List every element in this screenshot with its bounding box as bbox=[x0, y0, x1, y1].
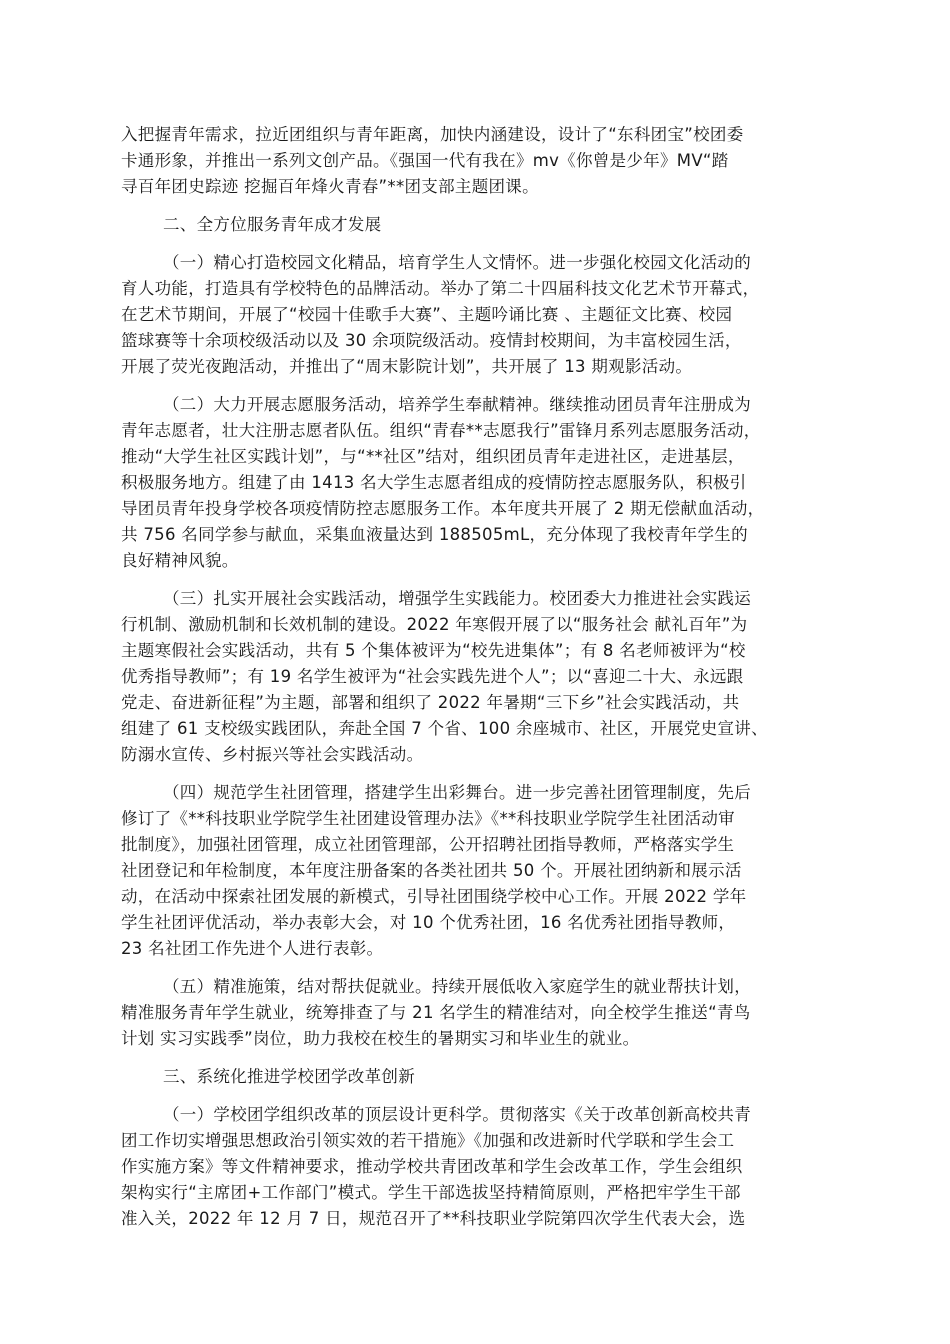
text-line: 篮球赛等十余项校级活动以及 30 余项院级活动。疫情封校期间，为丰富校园生活， bbox=[121, 331, 742, 350]
text-line: 计划 实习实践季”岗位，助力我校在校生的暑期实习和毕业生的就业。 bbox=[121, 1029, 640, 1048]
text-line: 行机制、激励机制和长效机制的建设。2022 年寒假开展了以“服务社会 献礼百年”为 bbox=[121, 615, 748, 634]
section-2-heading: 二、全方位服务青年成才发展 bbox=[163, 215, 382, 234]
text-line: 主题寒假社会实践活动，共有 5 个集体被评为“校先进集体”；有 8 名老师被评为“校 bbox=[121, 641, 746, 660]
text-line: 组建了 61 支校级实践团队，奔赴全国 7 个省、100 余座城市、社区，开展党史宣讲、 bbox=[121, 719, 768, 738]
paragraph-employment bbox=[121, 974, 851, 1052]
text-line: 党走、奋进新征程”为主题，部署和组织了 2022 年暑期“三下乡”社会实践活动，共 bbox=[121, 693, 740, 712]
text-line: 防溺水宣传、乡村振兴等社会实践活动。 bbox=[121, 745, 424, 764]
paragraph-social-practice bbox=[121, 586, 851, 768]
text-line: 社团登记和年检制度，本年度注册备案的各类社团共 50 个。开展社团纳新和展示活 bbox=[121, 861, 742, 880]
text-line: 良好精神风貌。 bbox=[121, 551, 239, 570]
text-line: 23 名社团工作先进个人进行表彰。 bbox=[121, 939, 384, 958]
text-line: 育人功能，打造具有学校特色的品牌活动。举办了第二十四届科技文化艺术节开幕式， bbox=[121, 279, 760, 298]
text-line: 批制度》，加强社团管理，成立社团管理部，公开招聘社团指导教师，严格落实学生 bbox=[121, 835, 735, 854]
document-body bbox=[121, 122, 851, 1244]
paragraph-volunteer bbox=[121, 392, 851, 574]
text-line: 青年志愿者，壮大注册志愿者队伍。组织“青春**志愿我行”雷锋月系列志愿服务活动， bbox=[121, 421, 761, 440]
text-line: 优秀指导教师”；有 19 名学生被评为“社会实践先进个人”；以“喜迎二十大、永远跟 bbox=[121, 667, 744, 686]
text-line: 卡通形象，并推出一系列文创产品。《强国一代有我在》mv《你曾是少年》MV“踏 bbox=[121, 151, 729, 170]
text-line: 精准服务青年学生就业，统筹排查了与 21 名学生的精准结对，向全校学生推送“青鸟 bbox=[121, 1003, 751, 1022]
text-line: 架构实行“主席团+工作部门”模式。学生干部选拔坚持精简原则，严格把牢学生干部 bbox=[121, 1183, 741, 1202]
text-line: （一）精心打造校园文化精品，培育学生人文情怀。进一步强化校园文化活动的 bbox=[163, 253, 751, 272]
text-line: （一）学校团学组织改革的顶层设计更科学。贯彻落实《关于改革创新高校共青 bbox=[163, 1105, 751, 1124]
text-line: 在艺术节期间，开展了“校园十佳歌手大赛”、主题吟诵比赛 、主题征文比赛、校园 bbox=[121, 305, 733, 324]
paragraph-culture bbox=[121, 250, 851, 380]
paragraph-clubs bbox=[121, 780, 851, 962]
text-line: 动，在活动中探索社团发展的新模式，引导社团围绕学校中心工作。开展 2022 学年 bbox=[121, 887, 747, 906]
text-line: 寻百年团史踪迹 挖掘百年烽火青春”**团支部主题团课。 bbox=[121, 177, 539, 196]
section-3-heading: 三、系统化推进学校团学改革创新 bbox=[163, 1067, 415, 1086]
text-line: 积极服务地方。组建了由 1413 名大学生志愿者组成的疫情防控志愿服务队，积极引 bbox=[121, 473, 747, 492]
text-line: 开展了荧光夜跑活动，并推出了“周末影院计划”，共开展了 13 期观影活动。 bbox=[121, 357, 693, 376]
text-line: 导团员青年投身学校各项疫情防控志愿服务工作。本年度共开展了 2 期无偿献血活动， bbox=[121, 499, 765, 518]
text-line: 共 756 名同学参与献血，采集血液量达到 188505mL，充分体现了我校青年学生的 bbox=[121, 525, 748, 544]
intro-paragraph bbox=[121, 122, 851, 200]
paragraph-reform bbox=[121, 1102, 851, 1232]
text-line: 推动“大学生社区实践计划”，与“**社区”结对，组织团员青年走进社区，走进基层， bbox=[121, 447, 745, 466]
text-line: 学生社团评优活动，举办表彰大会，对 10 个优秀社团，16 名优秀社团指导教师， bbox=[121, 913, 736, 932]
text-line: （三）扎实开展社会实践活动，增强学生实践能力。校团委大力推进社会实践运 bbox=[163, 589, 751, 608]
text-line: （五）精准施策，结对帮扶促就业。持续开展低收入家庭学生的就业帮扶计划， bbox=[163, 977, 751, 996]
text-line: 团工作切实增强思想政治引领实效的若干措施》《加强和改进新时代学联和学生会工 bbox=[121, 1131, 735, 1150]
text-line: 修订了《**科技职业学院学生社团建设管理办法》《**科技职业学院学生社团活动审 bbox=[121, 809, 735, 828]
text-line: 入把握青年需求，拉近团组织与青年距离，加快内涵建设，设计了“东科团宝”校团委 bbox=[121, 125, 744, 144]
text-line: 作实施方案》等文件精神要求，推动学校共青团改革和学生会改革工作，学生会组织 bbox=[121, 1157, 743, 1176]
text-line: （二）大力开展志愿服务活动，培养学生奉献精神。继续推动团员青年注册成为 bbox=[163, 395, 751, 414]
text-line: （四）规范学生社团管理，搭建学生出彩舞台。进一步完善社团管理制度，先后 bbox=[163, 783, 751, 802]
text-line: 准入关，2022 年 12 月 7 日，规范召开了**科技职业学院第四次学生代表大会，选 bbox=[121, 1209, 746, 1228]
